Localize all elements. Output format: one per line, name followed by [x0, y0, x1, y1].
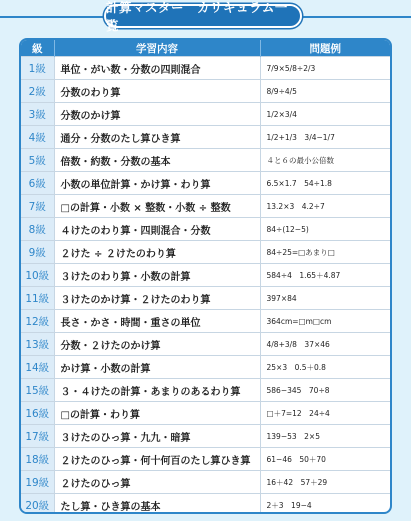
example-cell: 25×3 0.5＋0.8 [260, 356, 390, 379]
table-row [21, 356, 390, 379]
content-cell: ２けたのひっ算 [54, 471, 260, 494]
example-cell: 6.5×1.7 54÷1.8 [260, 172, 390, 195]
level-cell: 9級 [21, 241, 54, 264]
table-row [21, 126, 390, 149]
table-row [21, 172, 390, 195]
table-row [21, 448, 390, 471]
level-cell: 7級 [21, 195, 54, 218]
example-cell: 139−53 2×5 [260, 425, 390, 448]
table-header-row [21, 40, 390, 57]
example-cell: 8/9÷4/5 [260, 80, 390, 103]
level-cell: 5級 [21, 149, 54, 172]
example-cell: 13.2×3 4.2÷7 [260, 195, 390, 218]
table-body [21, 57, 390, 515]
level-cell: 14級 [21, 356, 54, 379]
example-cell: □＋7=12 24÷4 [260, 402, 390, 425]
level-cell: 1級 [21, 57, 54, 80]
example-cell: 1/2×3/4 [260, 103, 390, 126]
table-row [21, 287, 390, 310]
example-cell: 84÷(12−5) [260, 218, 390, 241]
level-cell: 19級 [21, 471, 54, 494]
example-cell: ４と６の最小公倍数 [260, 149, 390, 172]
content-cell: 長さ・かさ・時間・重さの単位 [54, 310, 260, 333]
header-example: 問題例 [260, 40, 390, 57]
example-cell: 397×84 [260, 287, 390, 310]
content-cell: ４けたのわり算・四則混合・分数 [54, 218, 260, 241]
level-cell: 18級 [21, 448, 54, 471]
table-row [21, 103, 390, 126]
example-cell: 4/8+3/8 37×46 [260, 333, 390, 356]
header-content: 学習内容 [54, 40, 260, 57]
content-cell: 小数の単位計算・かけ算・わり算 [54, 172, 260, 195]
content-cell: ３けたのかけ算・２けたのわり算 [54, 287, 260, 310]
level-cell: 17級 [21, 425, 54, 448]
table-row [21, 241, 390, 264]
table-row [21, 218, 390, 241]
content-cell: ３・４けたの計算・あまりのあるわり算 [54, 379, 260, 402]
content-cell: たし算・ひき算の基本 [54, 494, 260, 515]
table-row [21, 494, 390, 515]
table-row [21, 264, 390, 287]
example-cell: 1/2+1/3 3/4−1/7 [260, 126, 390, 149]
table-row [21, 195, 390, 218]
example-cell: 61−46 50＋70 [260, 448, 390, 471]
content-cell: 単位・がい数・分数の四則混合 [54, 57, 260, 80]
content-cell: ３けたのわり算・小数の計算 [54, 264, 260, 287]
level-cell: 8級 [21, 218, 54, 241]
content-cell: 分数・２けたのかけ算 [54, 333, 260, 356]
content-cell: ２けたのひっ算・何十何百のたし算ひき算 [54, 448, 260, 471]
content-cell: ３けたのひっ算・九九・暗算 [54, 425, 260, 448]
content-cell: □の計算・小数 × 整数・小数 ÷ 整数 [54, 195, 260, 218]
content-cell: ２けた ÷ ２けたのわり算 [54, 241, 260, 264]
content-cell: 通分・分数のたし算ひき算 [54, 126, 260, 149]
table-row [21, 402, 390, 425]
table-row [21, 149, 390, 172]
table-row [21, 80, 390, 103]
curriculum-table [19, 38, 392, 514]
level-cell: 12級 [21, 310, 54, 333]
content-cell: □の計算・わり算 [54, 402, 260, 425]
table-row [21, 57, 390, 80]
example-cell: 7/9×5/8÷2/3 [260, 57, 390, 80]
content-cell: 分数のわり算 [54, 80, 260, 103]
table-row [21, 379, 390, 402]
title-banner [0, 0, 411, 33]
table-row [21, 333, 390, 356]
page-title: 計算マスター カリキュラム一覧 [104, 4, 302, 28]
header-level: 級 [21, 40, 54, 57]
level-cell: 16級 [21, 402, 54, 425]
table-row [21, 310, 390, 333]
level-cell: 2級 [21, 80, 54, 103]
level-cell: 15級 [21, 379, 54, 402]
content-cell: かけ算・小数の計算 [54, 356, 260, 379]
example-cell: 2＋3 19−4 [260, 494, 390, 515]
example-cell: 364cm=□m□cm [260, 310, 390, 333]
level-cell: 13級 [21, 333, 54, 356]
example-cell: 84÷25=□あまり□ [260, 241, 390, 264]
level-cell: 20級 [21, 494, 54, 515]
table-row [21, 425, 390, 448]
content-cell: 分数のかけ算 [54, 103, 260, 126]
example-cell: 16＋42 57＋29 [260, 471, 390, 494]
example-cell: 586−345 70÷8 [260, 379, 390, 402]
table-row [21, 471, 390, 494]
level-cell: 6級 [21, 172, 54, 195]
level-cell: 3級 [21, 103, 54, 126]
level-cell: 4級 [21, 126, 54, 149]
level-cell: 10級 [21, 264, 54, 287]
level-cell: 11級 [21, 287, 54, 310]
content-cell: 倍数・約数・分数の基本 [54, 149, 260, 172]
example-cell: 584÷4 1.65＋4.87 [260, 264, 390, 287]
